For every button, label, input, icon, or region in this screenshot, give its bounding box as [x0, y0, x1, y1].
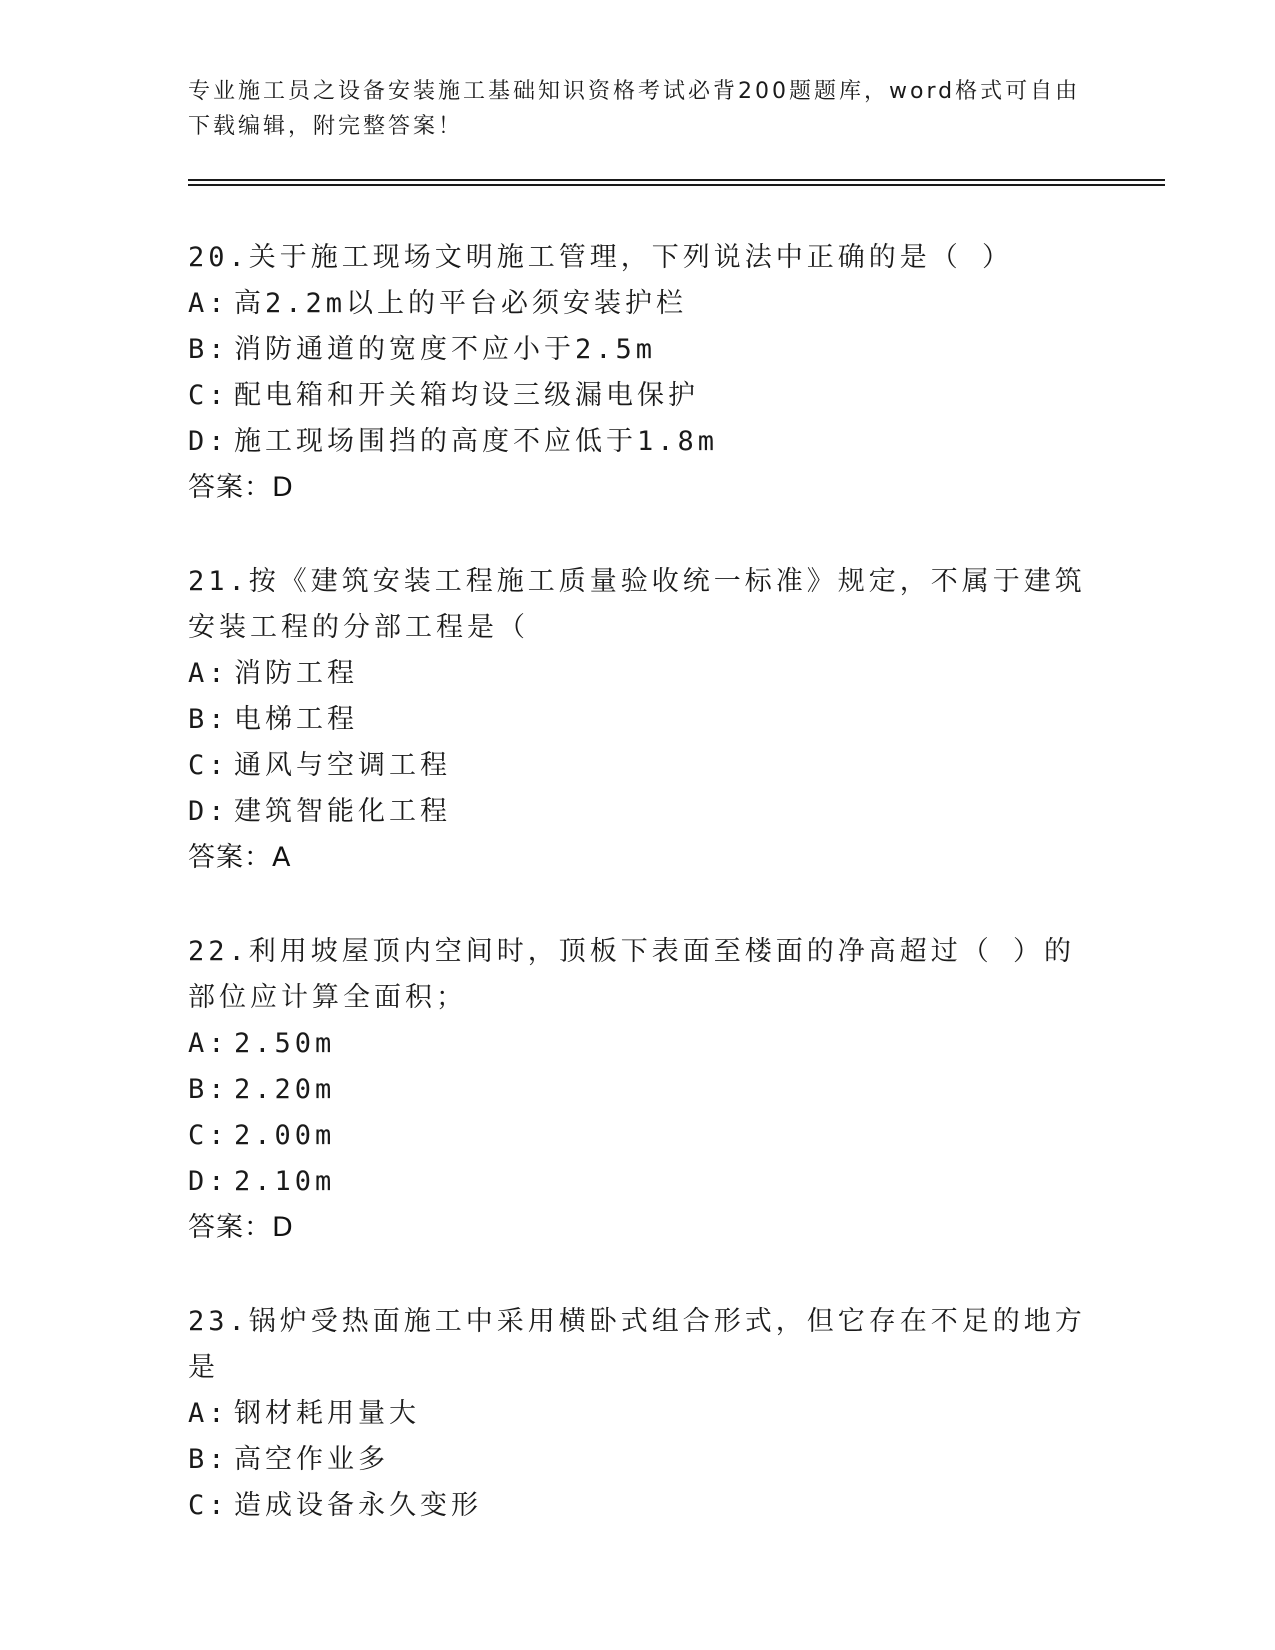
question-title: 20.关于施工现场文明施工管理，下列说法中正确的是（ ）: [188, 242, 1014, 273]
option-text: 2.10m: [234, 1166, 336, 1197]
option-letter: A:: [188, 658, 229, 689]
option-text: 2.20m: [234, 1074, 336, 1105]
option-letter: B:: [188, 334, 229, 365]
option-text: 施工现场围挡的高度不应低于1.8m: [234, 426, 719, 457]
option-letter: B:: [188, 704, 229, 735]
question-item: [188, 1299, 1088, 1529]
option-a: [188, 1391, 1088, 1437]
option-letter: C:: [188, 1120, 229, 1151]
option-text: 2.50m: [234, 1028, 336, 1059]
option-text: 通风与空调工程: [234, 750, 451, 781]
answer-line: 答案：D: [188, 1212, 294, 1243]
option-a: [188, 651, 1088, 697]
question-title: 21.按《建筑安装工程施工质量验收统一标准》规定，不属于建筑安装工程的分部工程是（: [188, 566, 1086, 643]
option-letter: C:: [188, 1490, 229, 1521]
option-letter: C:: [188, 750, 229, 781]
option-b: [188, 697, 1088, 743]
question-item: [188, 235, 1088, 511]
option-text: 配电箱和开关箱均设三级漏电保护: [234, 380, 699, 411]
option-letter: C:: [188, 380, 229, 411]
document-header: 专业施工员之设备安装施工基础知识资格考试必背200题题库，word格式可自由下载编辑，附完整答案！: [188, 79, 1081, 139]
option-c: [188, 743, 1088, 789]
option-letter: B:: [188, 1444, 229, 1475]
question-title: 23.锅炉受热面施工中采用横卧式组合形式，但它存在不足的地方是: [188, 1306, 1086, 1383]
question-list: [188, 235, 1088, 1577]
option-a: [188, 1021, 1088, 1067]
question-title: 22.利用坡屋顶内空间时，顶板下表面至楼面的净高超过（ ）的部位应计算全面积；: [188, 936, 1076, 1013]
option-c: [188, 373, 1088, 419]
question-item: [188, 559, 1088, 881]
option-c: [188, 1113, 1088, 1159]
option-text: 高2.2m以上的平台必须安装护栏: [234, 288, 688, 319]
option-text: 消防工程: [234, 658, 358, 689]
option-d: [188, 1159, 1088, 1205]
option-b: [188, 1067, 1088, 1113]
option-text: 高空作业多: [234, 1444, 389, 1475]
option-d: [188, 419, 1088, 465]
option-d: [188, 789, 1088, 835]
answer-line: 答案：D: [188, 472, 294, 503]
option-letter: A:: [188, 1398, 229, 1429]
option-text: 消防通道的宽度不应小于2.5m: [234, 334, 657, 365]
option-letter: B:: [188, 1074, 229, 1105]
option-letter: D:: [188, 426, 229, 457]
answer-line: 答案：A: [188, 842, 292, 873]
header-divider-top: [188, 179, 1165, 181]
option-c: [188, 1483, 1088, 1529]
option-letter: A:: [188, 288, 229, 319]
question-item: [188, 929, 1088, 1251]
option-text: 电梯工程: [234, 704, 358, 735]
option-b: [188, 1437, 1088, 1483]
option-b: [188, 327, 1088, 373]
option-text: 造成设备永久变形: [234, 1490, 482, 1521]
option-letter: A:: [188, 1028, 229, 1059]
option-text: 建筑智能化工程: [234, 796, 451, 827]
option-text: 2.00m: [234, 1120, 336, 1151]
option-text: 钢材耗用量大: [234, 1398, 420, 1429]
option-letter: D:: [188, 796, 229, 827]
option-a: [188, 281, 1088, 327]
header-divider-bottom: [188, 184, 1165, 186]
option-letter: D:: [188, 1166, 229, 1197]
